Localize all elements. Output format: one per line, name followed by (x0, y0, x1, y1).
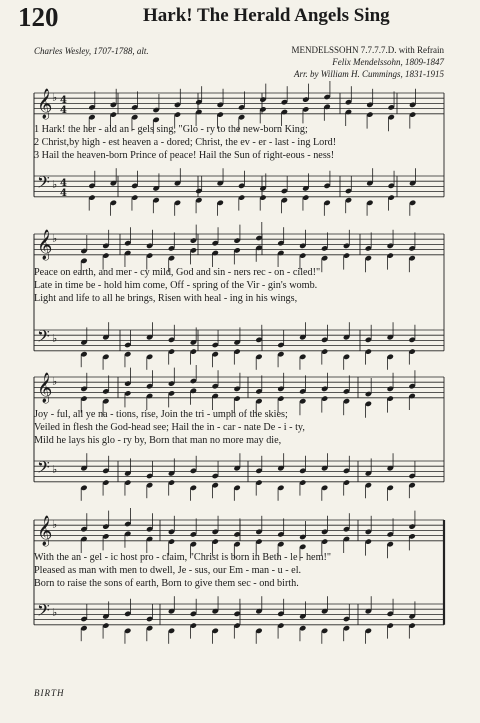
hymn-title: Hark! The Herald Angels Sing (143, 5, 390, 26)
bass-clef-icon: 𝄢 (37, 600, 50, 624)
flat-icon: ♭ (52, 232, 58, 245)
lyric-line: Peace on earth, and mer - cy mild, God and sin - ners rec - on - ciled!" (34, 267, 321, 278)
tune-credit: MENDELSSOHN 7.7.7.7.D. with Refrain (291, 45, 444, 55)
lyric-line: Mild he lays his glo - ry by, Born that man no more may die, (34, 435, 282, 446)
time-signature: 4 (60, 188, 67, 199)
treble-clef-icon: 𝄞 (37, 230, 53, 260)
flat-icon: ♭ (52, 178, 58, 191)
treble-clef-icon: 𝄞 (37, 516, 53, 546)
arranger-credit: Arr. by William H. Cummings, 1831-1915 (293, 69, 444, 79)
time-signature: 4 (60, 105, 67, 116)
treble-clef-icon: 𝄞 (37, 89, 53, 119)
flat-icon: ♭ (52, 332, 58, 345)
flat-icon: ♭ (52, 375, 58, 388)
composer-credit: Felix Mendelssohn, 1809-1847 (332, 57, 444, 67)
flat-icon: ♭ (52, 518, 58, 531)
lyric-line: Joy - ful, all ye na - tions, rise, Join the tri - umph of the skies; (34, 409, 288, 420)
lyric-line: Light and life to all he brings, Risen with heal - ing in his wings, (34, 293, 298, 304)
flat-icon: ♭ (52, 606, 58, 619)
text-credit: Charles Wesley, 1707-1788, alt. (34, 46, 149, 56)
bass-clef-icon: 𝄢 (37, 172, 50, 196)
lyric-line: Pleased as man with men to dwell, Je - sus, our Em - man - u - el. (34, 565, 302, 576)
lyric-line: With the an - gel - ic host pro - claim, "Christ is born in Beth - le - hem!" (34, 552, 332, 563)
lyric-line: Born to raise the sons of earth, Born to give them sec - ond birth. (34, 578, 299, 589)
bass-clef-icon: 𝄢 (37, 326, 50, 350)
bass-clef-icon: 𝄢 (37, 457, 50, 481)
lyric-line: 3 Hail the heaven-born Prince of peace! Hail the Sun of right-eous - ness! (34, 150, 335, 161)
treble-clef-icon: 𝄞 (37, 373, 53, 403)
lyric-line: 1 Hark! the her - ald an - gels sing, "Glo - ry to the new-born King; (34, 124, 308, 135)
time-signature: 4 (60, 178, 67, 189)
lyric-line: Veiled in flesh the God-head see; Hail the in - car - nate De - i - ty, (34, 422, 305, 433)
time-signature: 4 (60, 95, 67, 106)
category-label: BIRTH (34, 688, 65, 698)
hymn-number: 120 (18, 2, 59, 32)
flat-icon: ♭ (52, 463, 58, 476)
lyric-line: 2 Christ,by high - est heaven a - dored; Christ, the ev - er - last - ing Lord! (34, 137, 337, 148)
flat-icon: ♭ (52, 91, 58, 104)
lyric-line: Late in time be - hold him come, Off - spring of the Vir - gin's womb. (34, 280, 318, 291)
